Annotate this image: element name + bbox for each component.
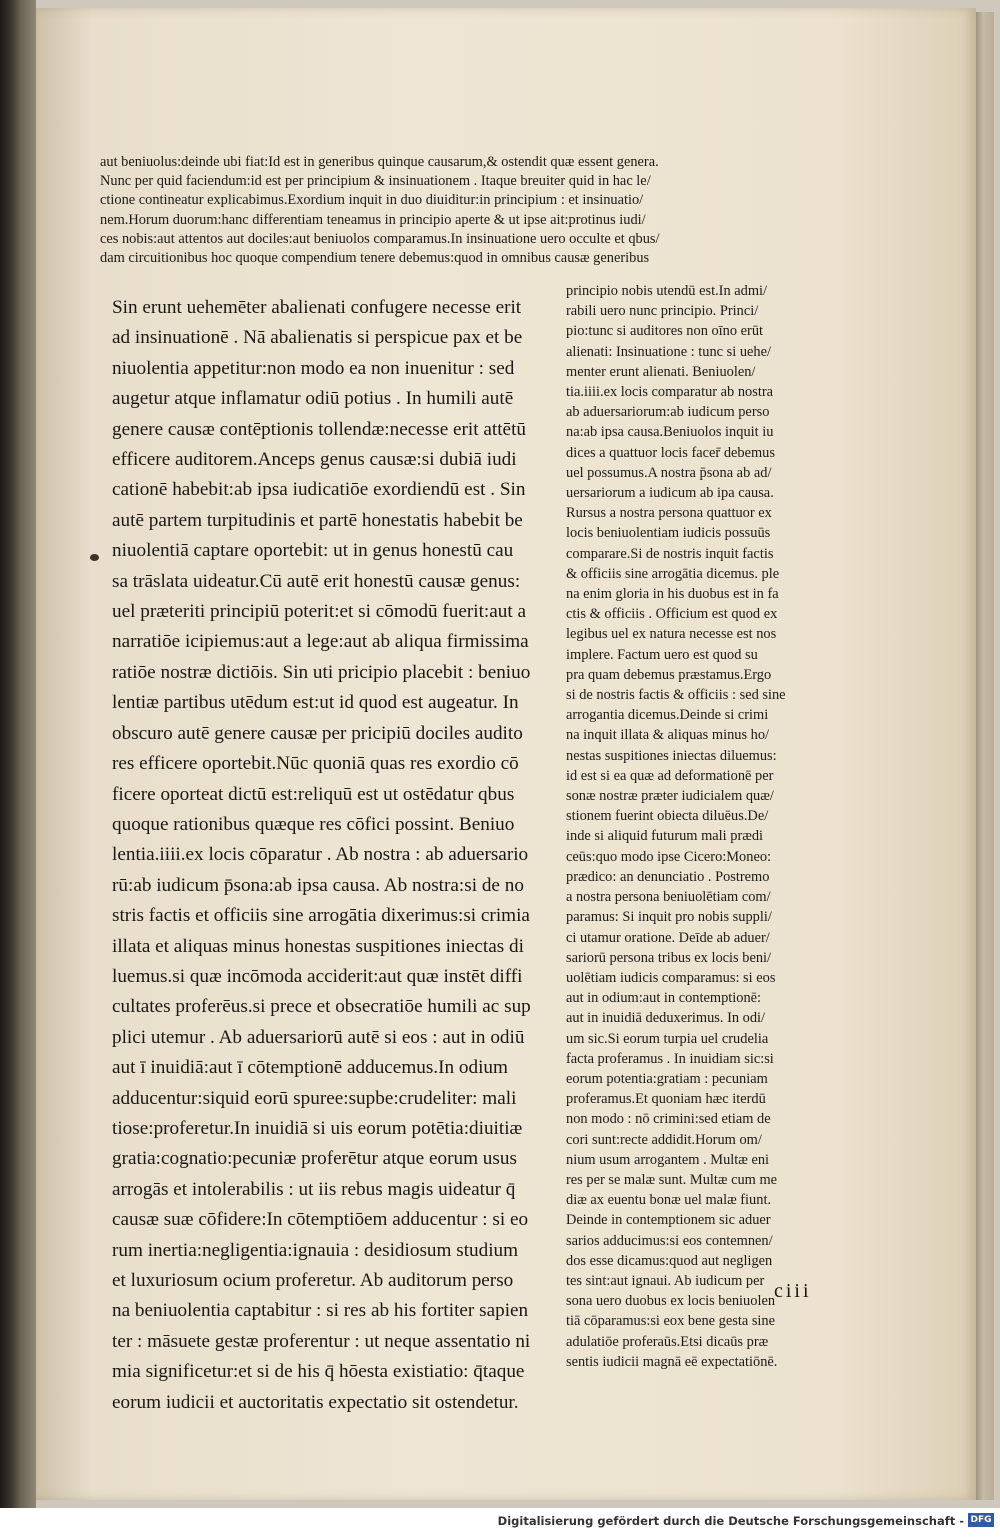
commentary-line: aut in odium:aut in contemptionē: [566, 990, 762, 1007]
commentary-line: na inquit illata & aliquas minus ho/ [566, 727, 770, 744]
header-line: ctione contineatur explicabimus.Exordium inquit in duo diuiditur:in principium : et insinuatio/ [100, 192, 644, 209]
main-text-line: niuolentia appetitur:non modo ea non inuenitur : sed [112, 357, 515, 379]
commentary-line: sariorū persona tribus ex locis beni/ [566, 949, 772, 966]
commentary-line: paramus: Si inquit pro nobis suppli/ [566, 909, 772, 926]
commentary-line: ctis & officiis . Officium est quod ex [566, 606, 778, 623]
main-text-line: augetur atque inflamatur odiū potius . In humili autē [112, 388, 514, 410]
commentary-line: tes sint:aut ignaui. Ab iudicum per [566, 1272, 765, 1289]
commentary-line: nestas suspitiones iniectas diluemus: [566, 747, 777, 764]
commentary-line: sentis iudicii magnā eē expectatiōnē. [566, 1353, 778, 1370]
book-spine-edge [0, 0, 36, 1538]
commentary-line: arrogantia dicemus.Deinde si crimi [566, 707, 769, 724]
commentary-line: proferamus.Et quoniam hæc iterdū [566, 1091, 766, 1108]
main-text-line: ficere oporteat dictū est:reliquū est ut ostēdatur qbus [112, 783, 515, 805]
commentary-line: menter erunt alienati. Beniuolen/ [566, 363, 756, 380]
ink-blot [90, 554, 99, 561]
commentary-line: inde si aliquid futurum mali prædi [566, 828, 764, 845]
main-text-line: uel præteriti principiū poterit:et si cōmodū fuerit:aut a [112, 601, 527, 623]
commentary-line: Rursus a nostra persona quattuor ex [566, 505, 772, 522]
commentary-line: implere. Factum uero est quod su [566, 646, 758, 663]
main-text-line: et luxuriosum ocium proferetur. Ab auditorum perso [112, 1270, 514, 1291]
commentary-line: non modo : nō crimini:sed etiam de [566, 1111, 771, 1128]
main-text-line: tiose:proferetur.In inuidiā si uis eorum potētia:diuitiæ [112, 1117, 523, 1139]
footer-credit: Digitalisierung gefördert durch die Deutsche Forschungsgemeinschaft - [497, 1514, 964, 1528]
signature-mark: ciii [774, 1280, 812, 1302]
main-text-line: ratiōe nostræ dictiōis. Sin uti pricipio placebit : beniuo [112, 661, 531, 683]
main-text-line: sa trāslata uideatur.Cū autē erit honestū causæ genus: [112, 570, 521, 592]
main-text-line: aut ī inuidiā:aut ī cōtemptionē adducemus.In odium [112, 1057, 508, 1079]
commentary-line: si de nostris factis & officiis : sed sine [566, 687, 786, 704]
commentary-line: sona uero duobus ex locis beniuolen [566, 1293, 776, 1310]
dfg-logo-icon: DFG [968, 1513, 994, 1527]
commentary-line: ci utamur oratione. Deīde ab aduer/ [566, 929, 770, 946]
header-line: dam circuitionibus hoc quoque compendium tenere debemus:quod in omnibus causæ generibus [100, 250, 650, 267]
commentary-line: a nostra persona beniuolētiam com/ [566, 889, 771, 906]
header-line: aut beniuolus:deinde ubi fiat:Id est in generibus quinque causarum,& ostendit quæ essent genera. [100, 154, 659, 170]
main-text-line: cationē habebit:ab ipsa iudicatiōe exordiendū est . Sin [112, 479, 526, 501]
main-text-line: mia significetur:et si de his q̄ hōesta existiatio: q̄taque [112, 1361, 525, 1383]
commentary-line: res per se malæ sunt. Multæ cum me [566, 1171, 778, 1188]
commentary-line: tiā cōparamus:si eox bene gesta sine [566, 1313, 775, 1330]
main-text-line: lentiæ partibus utēdum est:ut id quod est augeatur. In [112, 692, 519, 714]
commentary-line: uel possumus.A nostra p̄sona ab ad/ [566, 464, 772, 481]
main-text-line: Sin erunt uehemēter abalienati confugere necesse erit [112, 297, 522, 318]
main-text-line: causæ suæ cōfidere:In cōtemptiōem adducentur : si eo [112, 1209, 529, 1231]
commentary-line: aut in inuidiā deduxerimus. In odi/ [566, 1010, 766, 1027]
main-text-line: res efficere oportebit.Nūc quoniā quas res exordio cō [112, 753, 519, 775]
commentary-line: locis beniuolentiam iudicis possuūs [566, 525, 771, 542]
commentary-line: pra quam debemus præstamus.Ergo [566, 666, 772, 683]
main-text-line: narratiōe icipiemus:aut a lege:aut ab aliqua firmissima [112, 631, 529, 653]
main-text-line: adducentur:siquid eorū spuree:supbe:crudeliter: mali [112, 1087, 517, 1109]
commentary-line: id est si ea quæ ad deformationē per [566, 767, 774, 784]
main-text-line: obscuro autē genere causæ per pricipiū dociles audito [112, 722, 523, 744]
main-text-line: plici utemur . Ab aduersariorū autē si eos : aut in odiū [112, 1026, 525, 1048]
header-line: Nunc per quid faciendum:id est per principium & insinuationem . Itaque breuiter quid in hac le/ [100, 173, 651, 190]
main-text-line: ter : māsuete gestæ proferentur : ut neque assentatio ni [112, 1330, 531, 1352]
main-text-line: rum inertia:negligentia:ignauia : desidiosum studium [112, 1239, 519, 1261]
commentary-line: dos esse dicamus:quod aut negligen [566, 1252, 773, 1269]
commentary-line: uersariorum a iudicum ab ipa causa. [566, 485, 774, 502]
main-text-line: autē partem turpitudinis et partē honestatis habebit be [112, 509, 523, 531]
commentary-line: Deinde in contemptionem sic aduer [566, 1212, 771, 1229]
commentary-line: eorum potentia:gratiam : pecuniam [566, 1070, 768, 1087]
main-text-line: efficere auditorem.Anceps genus causæ:si dubiā iudi [112, 449, 517, 471]
commentary-line: adulatiōe proferaūs.Etsi dicaūs præ [566, 1333, 769, 1350]
main-text-line: eorum iudicii et auctoritatis expectatio sit ostendetur. [112, 1391, 519, 1413]
commentary-line: cori sunt:recte addidit.Horum om/ [566, 1131, 762, 1148]
commentary-line: pio:tunc si auditores non oīno erūt [566, 323, 764, 340]
commentary-line: facta proferamus . In inuidiam sic:si [566, 1050, 774, 1067]
commentary-line: prædico: an denunciatio . Postremo [566, 868, 770, 885]
commentary-line: comparare.Si de nostris inquit factis [566, 545, 774, 562]
main-text-line: lentia.iiii.ex locis cōparatur . Ab nostra : ab aduersario [112, 844, 529, 866]
header-line: ces nobis:aut attentos aut dociles:aut beniuolos comparamus.In insinuatione uero occulte et qbus/ [100, 230, 660, 247]
commentary-line: diæ ax euentu bonæ uel malæ fiunt. [566, 1192, 772, 1209]
main-text-line: illata et aliquas minus honestas suspitiones iniectas di [112, 935, 524, 957]
main-text-line: rū:ab iudicum p̄sona:ab ipsa causa. Ab nostra:si de no [112, 874, 524, 896]
commentary-line: uolētiam iudicis comparamus: si eos [566, 969, 776, 986]
commentary-line: nium usum arrogantem . Multæ eni [566, 1151, 770, 1168]
main-text-line: niuolentiā captare oportebit: ut in genus honestū cau [112, 540, 514, 562]
main-text-column [112, 293, 548, 1418]
header-line: nem.Horum duorum:hanc differentiam teneamus in principio aperte & ut ipse ait:protinus iudi/ [100, 211, 646, 228]
commentary-line: um sic.Si eorum turpia uel crudelia [566, 1030, 769, 1047]
commentary-line: na enim gloria in his duobus est in fa [566, 586, 779, 603]
page-edge [976, 12, 994, 1500]
main-text-line: gratia:cognatio:pecuniæ proferētur atque eorum usus [112, 1148, 517, 1170]
header-commentary [100, 153, 840, 268]
main-text-line: stris factis et officiis sine arrogātia dixerimus:si crimia [112, 905, 530, 927]
commentary-line: legibus uel ex natura necesse est nos [566, 626, 777, 643]
main-text-line: ad insinuationē . Nā abalienatis si perspicue pax et be [112, 327, 523, 349]
commentary-line: sonæ nostræ præter iudicialem quæ/ [566, 788, 774, 805]
main-text-line: na beniuolentia captabitur : si res ab his fortiter sapien [112, 1300, 529, 1322]
commentary-line: alienati: Insinuatione : tunc si uehe/ [566, 343, 772, 360]
commentary-line: principio nobis utendū est.In admi/ [566, 283, 768, 299]
commentary-column [566, 281, 848, 1372]
commentary-line: & officiis sine arrogātia dicemus. ple [566, 565, 780, 582]
commentary-line: dices a quattuor locis facer̄ debemus [566, 444, 775, 461]
commentary-line: na:ab ipsa causa.Beniuolos inquit iu [566, 424, 774, 441]
main-text-line: arrogās et intolerabilis : ut iis rebus magis uideatur q̄ [112, 1178, 516, 1200]
main-text-line: luemus.si quæ incōmoda acciderit:aut quæ instēt diffi [112, 965, 523, 987]
main-text-line: quoque rationibus quæque res cōfici possint. Beniuo [112, 813, 515, 835]
commentary-line: ab aduersariorum:ab iudicum perso [566, 404, 770, 421]
commentary-line: stionem fuerint obiecta diluēus.De/ [566, 808, 769, 825]
commentary-line: tia.iiii.ex locis comparatur ab nostra [566, 384, 773, 401]
commentary-line: sarios adducimus:si eos contemnen/ [566, 1232, 773, 1249]
commentary-line: ceūs:quo modo ipse Cicero:Moneo: [566, 848, 772, 865]
main-text-line: genere causæ contēptionis tollendæ:necesse erit attētū [112, 418, 526, 440]
main-text-line: cultates proferēus.si prece et obsecratiōe humili ac sup [112, 996, 531, 1018]
commentary-line: rabili uero nunc principio. Princi/ [566, 303, 759, 320]
